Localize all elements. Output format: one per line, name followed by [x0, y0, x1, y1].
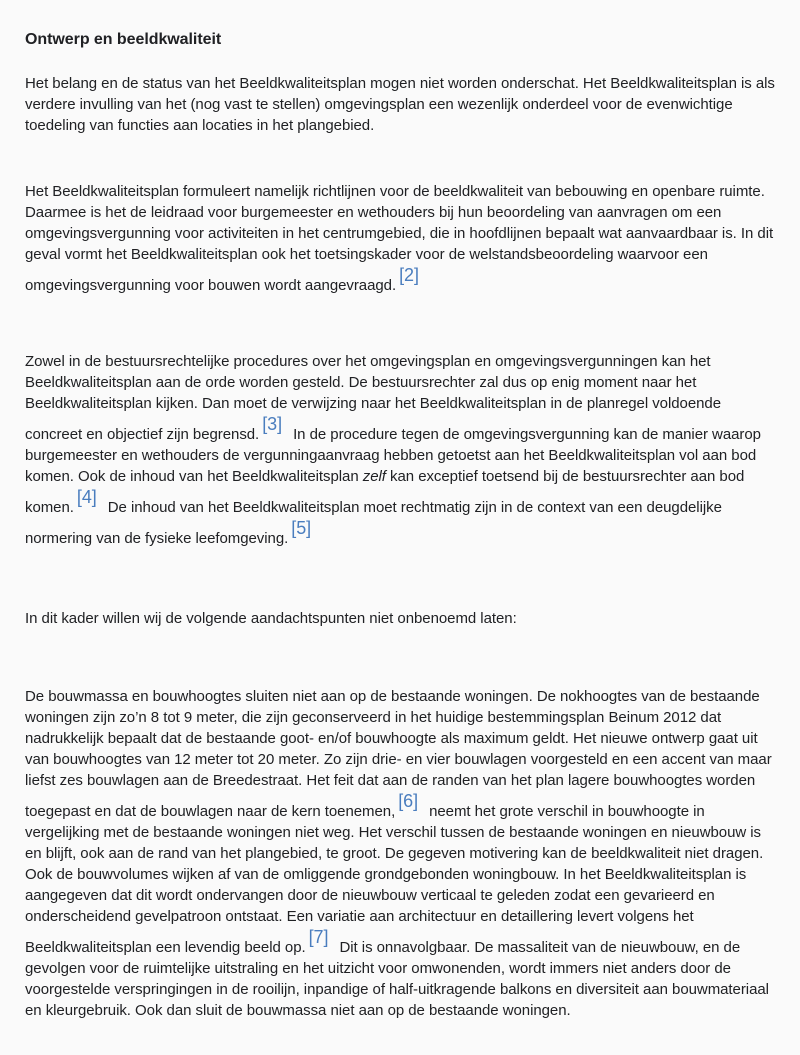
- text-run: neemt het grote verschil in bouwhoogte in vergelijking met de bestaande woningen niet weg. Het verschil tussen de bestaande woningen en nieuwbouw is en blijft, ook aan de rand van het plangebied, te groot. De gegeven motivering kan de beeldkwaliteit niet dragen. Ook de bouwvolumes wijken af van de omliggende grondgebonden woningbouw. In het Beeldkwaliteitsplan is aangegeven dat dit wordt ondervangen door de nieuwbouw verticaal te geleden zodat een gevarieerd en onderscheidend gevelpatroon ontstaat. Een variatie aan architectuur en detaillering levert volgens het Beeldkwaliteitsplan een levendig beeld op.: [25, 803, 764, 956]
- paragraph-1: [25, 73, 775, 136]
- paragraph-2: [25, 181, 775, 296]
- text-run: kan exceptief toetsend bij de bestuursrechter aan bod komen.: [25, 468, 745, 516]
- text-run: Het Beeldkwaliteitsplan formuleert namelijk richtlijnen voor de beeldkwaliteit van bebouwing en openbare ruimte. Daarmee is het de leidraad voor burgemeester en wethouders bij hun beoordeling van aanvragen om een omgevingsvergunning voor activiteiten in het centrumgebied, die in hoofdlijnen bepaalt wat aanvaardbaar is. In dit geval vormt het Beeldkwaliteitsplan ook het toetsingskader voor de welstandsbeoordeling waarvoor een omgevingsvergunning voor bouwen wordt aangevraagd.: [25, 183, 774, 294]
- document-heading: Ontwerp en beeldkwaliteit: [25, 31, 222, 48]
- footnote-ref-5[interactable]: [5]: [291, 518, 312, 538]
- text-run: In dit kader willen wij de volgende aandachtspunten niet onbenoemd laten:: [25, 610, 517, 627]
- paragraph-container: [25, 73, 775, 1021]
- text-run: Het belang en de status van het Beeldkwaliteitsplan mogen niet worden onderschat. Het Beeldkwaliteitsplan is als verdere invulling van het (nog vast te stellen) omgevingsplan een wezenlijk onderdeel voor de evenwichtige toedeling van functies aan locaties in het plangebied.: [25, 75, 775, 134]
- footnote-ref-7[interactable]: [7]: [308, 927, 329, 947]
- text-run: In de procedure tegen de omgevingsvergunning kan de manier waarop burgemeester en wethouders de vergunningaanvraag hebben getoetst aan het Beeldkwaliteitsplan vol aan bod komen. Ook de inhoud van het Beeldkwaliteitsplan: [25, 426, 761, 485]
- italic-text-run: zelf: [362, 468, 386, 485]
- text-run: De bouwmassa en bouwhoogtes sluiten niet aan op de bestaande woningen. De nokhoogtes van de bestaande woningen zijn zo’n 8 tot 9 meter, die zijn geconserveerd in het huidige bestemmingsplan Beinum 2012 dat nadrukkelijk bepaalt dat de bestaande goot- en/of bouwhoogte als maximum geldt. Het nieuwe ontwerp gaat uit van bouwhoogtes van 12 meter tot 20 meter. Zo zijn drie- en vier bouwlagen voorgesteld en een accent van maar liefst zes bouwlagen aan de Breedestraat. Het feit dat aan de randen van het plan lagere bouwhoogtes worden toegepast en dat de bouwlagen naar de kern toenemen,: [25, 688, 772, 820]
- footnote-ref-3[interactable]: [3]: [262, 414, 283, 434]
- text-run: De inhoud van het Beeldkwaliteitsplan moet rechtmatig zijn in de context van een deugdelijke normering van de fysieke leefomgeving.: [25, 499, 722, 547]
- text-run: Zowel in de bestuursrechtelijke procedures over het omgevingsplan en omgevingsvergunningen kan het Beeldkwaliteitsplan aan de orde worden gesteld. De bestuursrechter zal dus op enig moment naar het Beeldkwaliteitsplan kijken. Dan moet de verwijzing naar het Beeldkwaliteitsplan in de planregel voldoende concreet en objectief zijn begrensd.: [25, 353, 722, 443]
- footnote-ref-4[interactable]: [4]: [76, 487, 97, 507]
- paragraph-5: [25, 686, 775, 1021]
- text-run: Dit is onnavolgbaar. De massaliteit van de nieuwbouw, en de gevolgen voor de ruimtelijke uitstraling en het uitzicht voor omwonenden, wordt immers niet anders door de voorgestelde verspringingen in de rooilijn, inpandige of half-uitkragende balkons en diversiteit aan bouwmateriaal en kleurgebruik. Ook dan sluit de bouwmassa niet aan op de bestaande woningen.: [25, 939, 769, 1019]
- paragraph-4: [25, 608, 775, 629]
- footnote-ref-2[interactable]: [2]: [399, 265, 419, 285]
- footnote-ref-6[interactable]: [6]: [398, 791, 419, 811]
- paragraph-3: [25, 351, 775, 549]
